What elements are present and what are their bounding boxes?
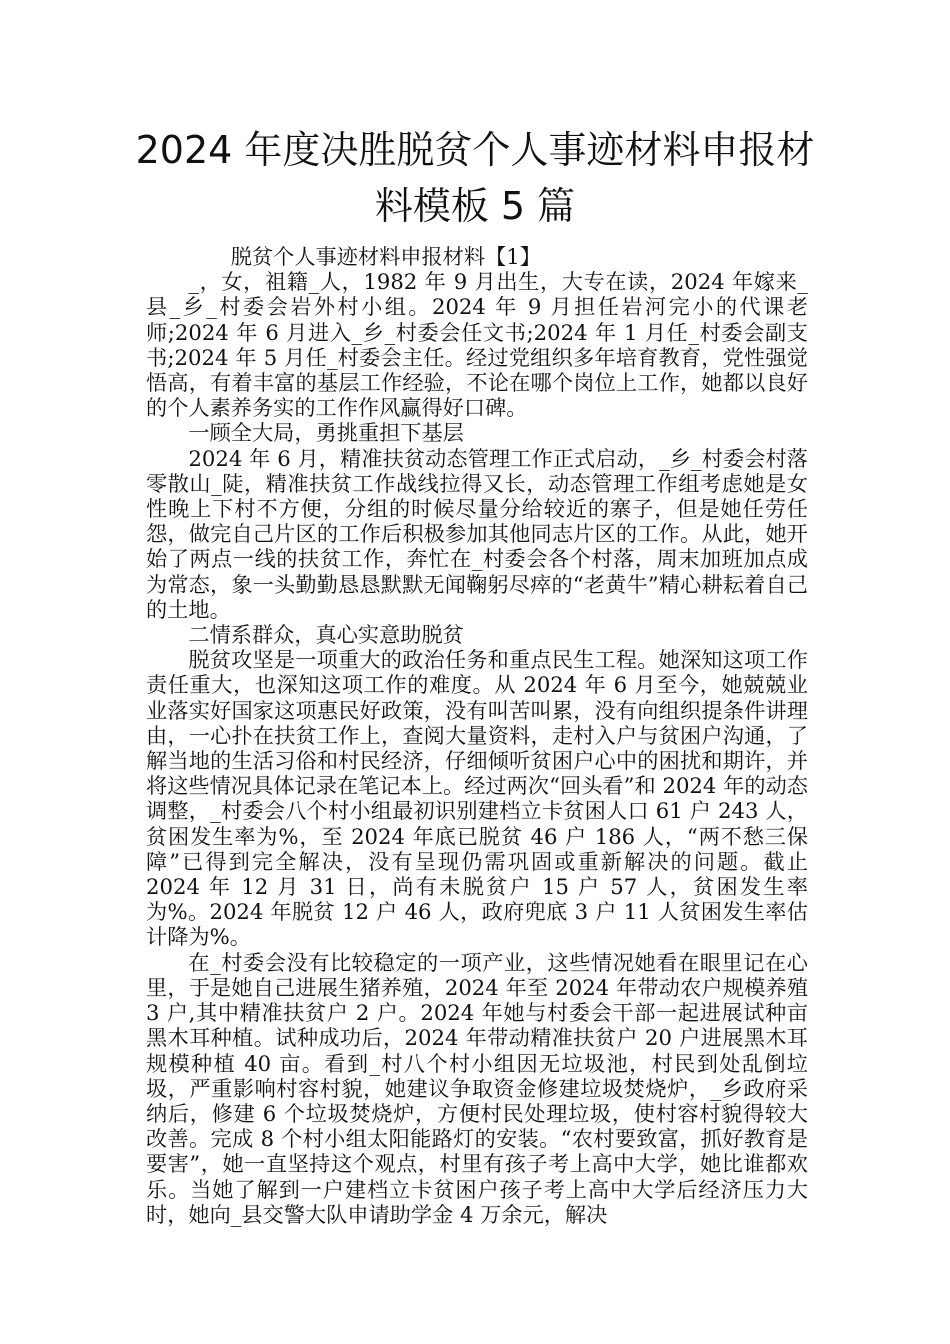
section-subtitle: 脱贫个人事迹材料申报材料【1】	[230, 244, 541, 269]
body-paragraph: 2024 年 6 月，精准扶贫动态管理工作正式启动，_乡_村委会村落零散山_陡，精准扶贫工作战线拉得又长，动态管理工作组考虑她是女性晚上下村不方便，分组的时候尽量分给较近的寨子，但是她任劳任怨，做完自己片区的工作后积极参加其他同志片区的工作。从此，她开始了两点一线的扶贫工作，奔忙在_村委会各个村落，周末加班加点成为常态，象一头勤勤恳恳默默无闻鞠躬尽瘁的“老黄牛”精心耕耘着自己的土地。	[146, 445, 808, 622]
section-heading: 二情系群众，真心实意助脱贫	[188, 622, 464, 648]
body-paragraph: 脱贫攻坚是一项重大的政治任务和重点民生工程。她深知这项工作责任重大，也深知这项工作的难度。从 2024 年 6 月至今，她兢兢业业落实好国家这项惠民好政策，没有叫苦叫累，没有向组织提条件讲理由，一心扑在扶贫工作上，查阅大量资料，走村入户与贫困户沟通，了解当地的生活习俗和村民经济，仔细倾听贫困户心中的困扰和期许，并将这些情况具体记录在笔记本上。经过两次“回头看”和 2024 年的动态调整，_村委会八个村小组最初识别建档立卡贫困人口 61 户 243 人，贫困发生率为%，至 2024 年底已脱贫 46 户 186 人，“两不愁三保障”已得到完全解决，没有呈现仍需巩固或重新解决的问题。截止 2024 年 12 月 31 日，尚有未脱贫户 15 户 57 人，贫困发生率为%。2024 年脱贫 12 户 46 人，政府兜底 3 户 11 人贫困发生率估计降为%。	[146, 647, 808, 950]
body-paragraph: 在_村委会没有比较稳定的一项产业，这些情况她看在眼里记在心里，于是她自己进展生猪养殖，2024 年至 2024 年带动农户规模养殖 3 户,其中精准扶贫户 2 户。2024 年她与村委会干部一起进展试种亩黑木耳种植。试种成功后，2024 年带动精准扶贫户 20 户进展黑木耳规模种植 40 亩。看到_村八个村小组因无垃圾池，村民到处乱倒垃圾，严重影响村容村貌，她建议争取资金修建垃圾焚烧炉，_乡政府采纳后，修建 6 个垃圾焚烧炉，方便村民处理垃圾，使村容村貌得较大改善。完成 8 个村小组太阳能路灯的安装。“农村要致富，抓好教育是要害”，她一直坚持这个观点，村里有孩子考上高中大学，她比谁都欢乐。当她了解到一户建档立卡贫困户孩子考上高中大学后经济压力大时，她向_县交警大队申请助学金 4 万余元，解决	[146, 949, 808, 1227]
document-body	[146, 244, 808, 1227]
body-paragraph: _，女，祖籍_人，1982 年 9 月出生，大专在读，2024 年嫁来_县_乡_村委会岩外村小组。2024 年 9 月担任岩河完小的代课老师;2024 年 6 月进入_乡_村委会任文书;2024 年 1 月任_村委会副支书;2024 年 5 月任_村委会主任。经过党组织多年培育教育，党性强觉悟高，有着丰富的基层工作经验，不论在哪个岗位上工作，她都以良好的个人素养务实的工作作风赢得好口碑。	[146, 269, 808, 421]
section-heading: 一顾全大局，勇挑重担下基层	[188, 420, 464, 446]
document-title: 2024 年度决胜脱贫个人事迹材料申报材料模板 5 篇	[135, 128, 815, 228]
